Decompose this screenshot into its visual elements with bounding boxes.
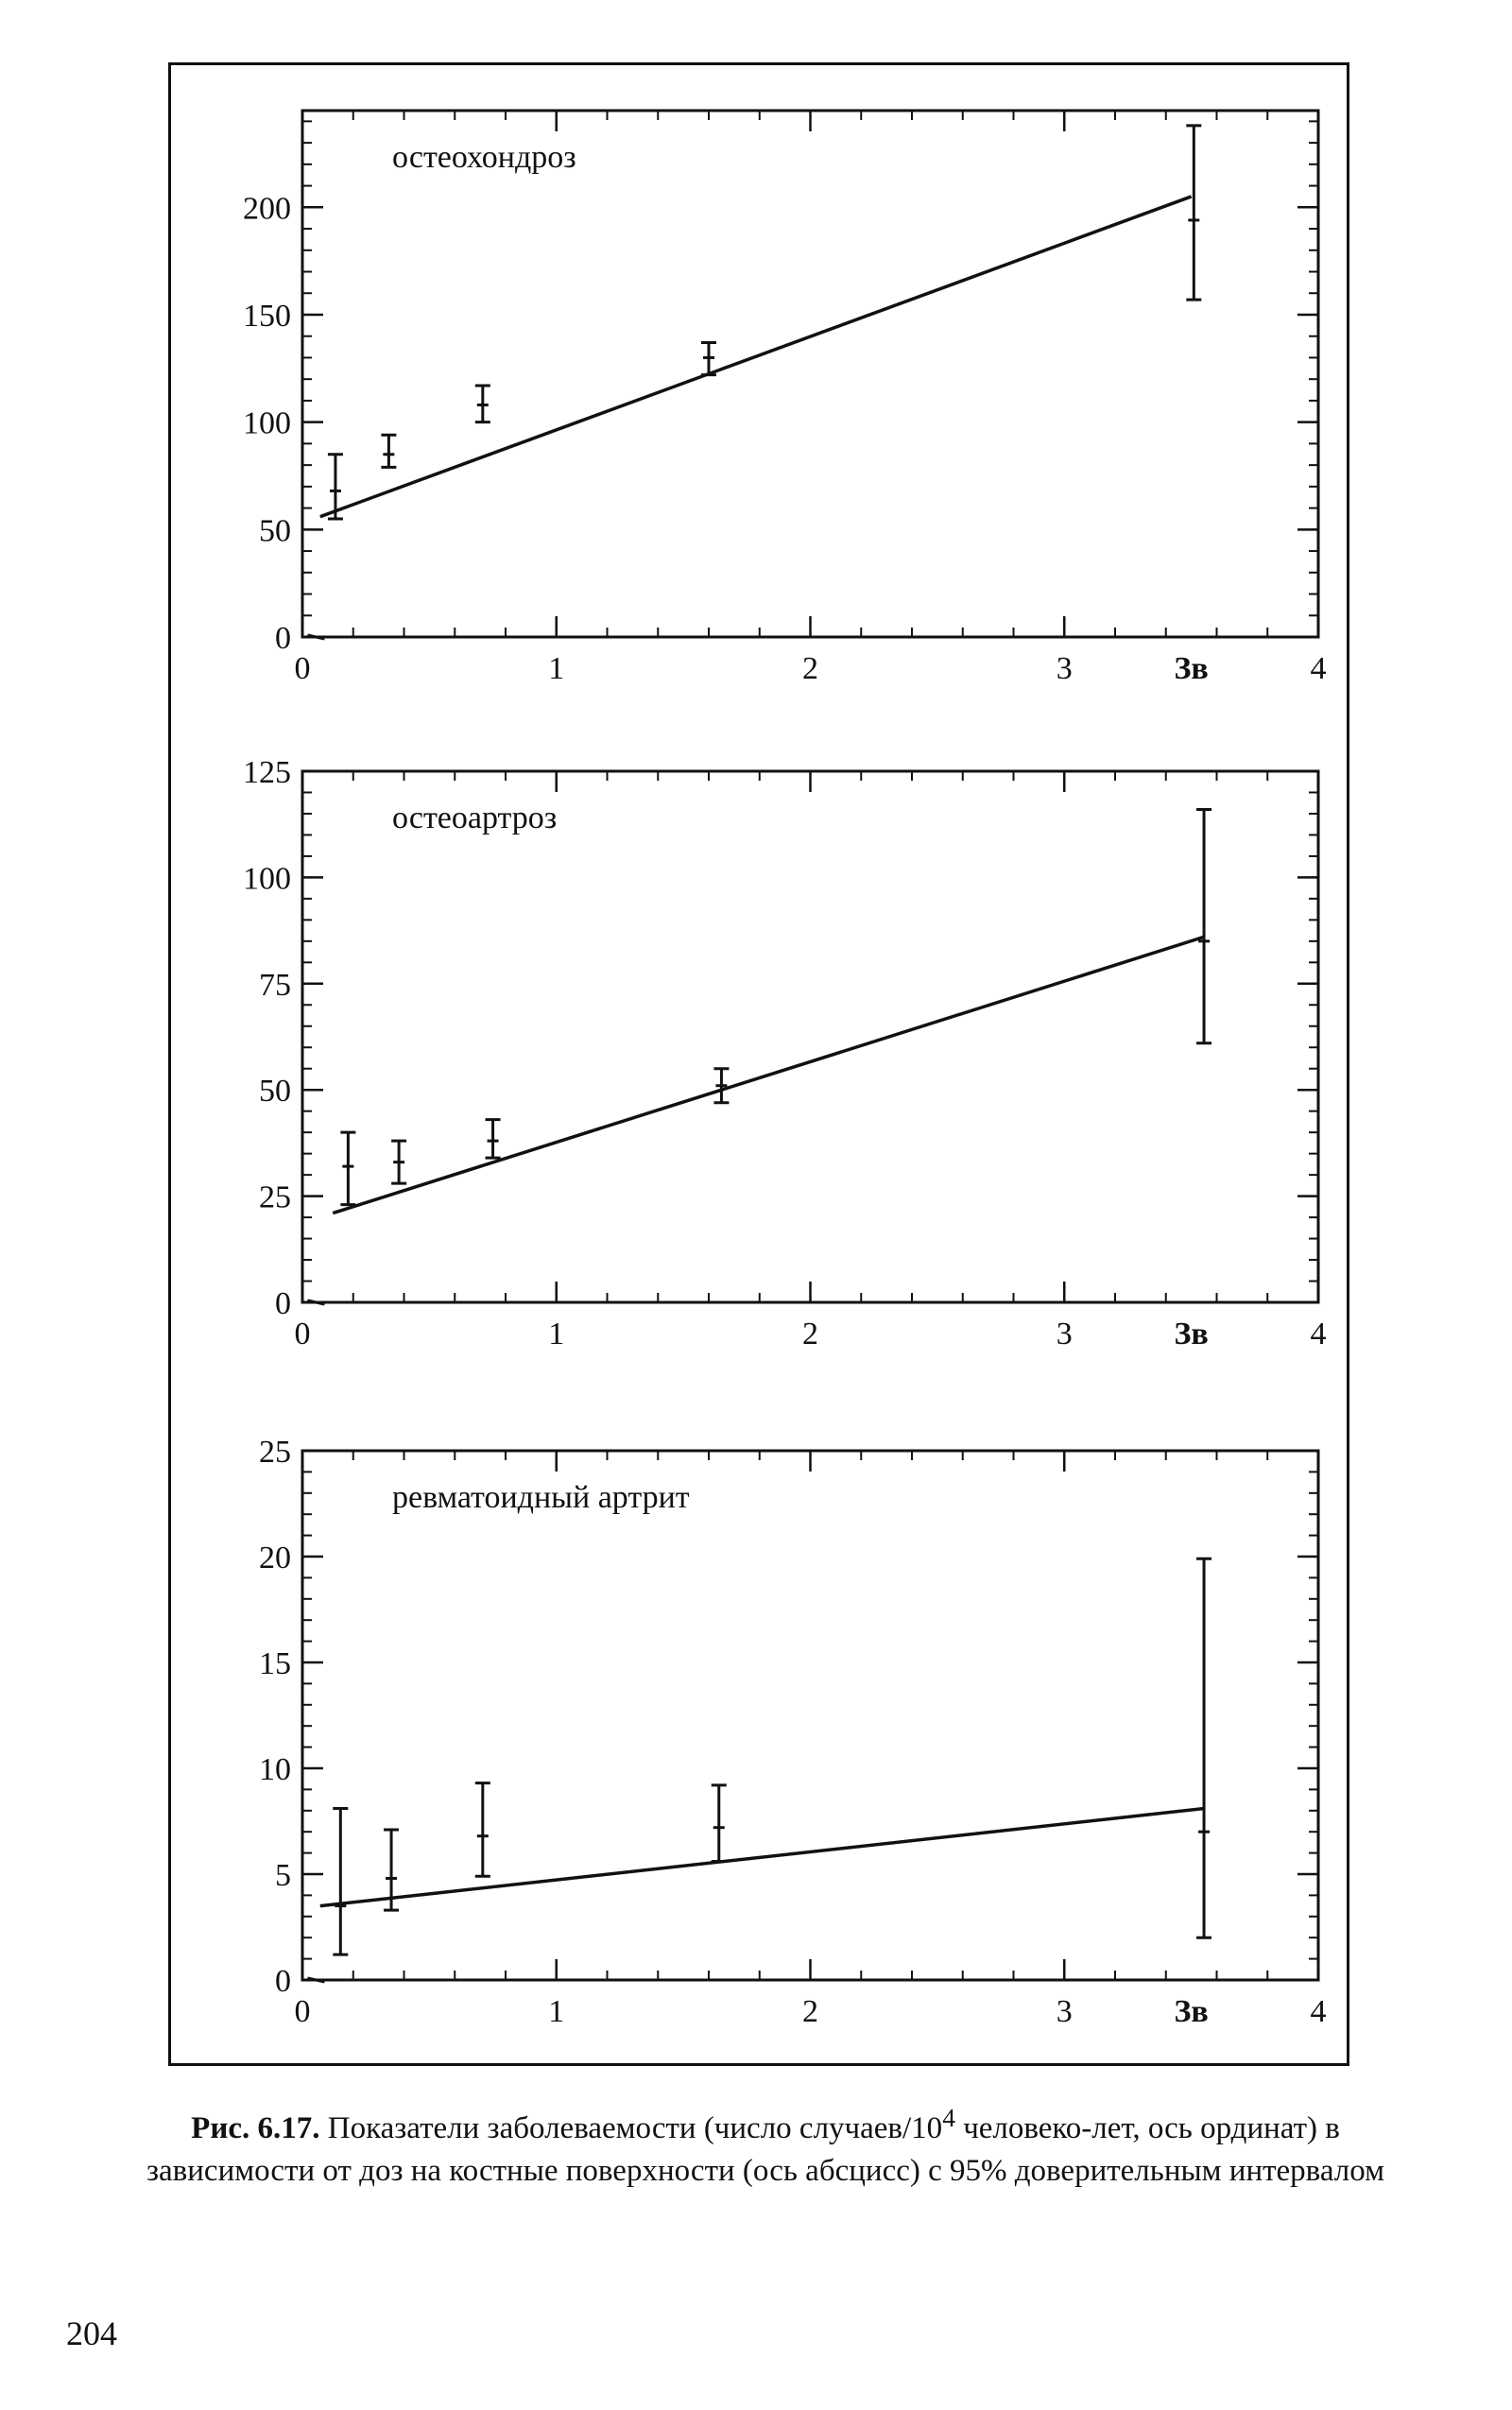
panel-title: ревматоидный артрит [392, 1480, 690, 1515]
data-point [475, 386, 490, 422]
chart-panel-2 [243, 755, 1327, 1351]
plot-area-frame [302, 111, 1318, 637]
data-point [713, 1069, 729, 1103]
data-point [1186, 126, 1201, 300]
figure-caption [113, 2100, 1418, 2193]
data-point [486, 1120, 501, 1158]
data-point [701, 343, 716, 375]
data-point [1196, 809, 1211, 1042]
x-tick-label: 0 [294, 651, 311, 686]
y-tick-label: 25 [259, 1179, 291, 1215]
y-tick-label: 100 [243, 405, 291, 441]
data-point [381, 435, 396, 467]
y-tick-label: 0 [275, 1964, 291, 1999]
page-number: 204 [66, 2315, 117, 2352]
data-point [475, 1783, 490, 1877]
plot-area-frame [302, 771, 1318, 1302]
y-tick-label: 100 [243, 861, 291, 897]
y-tick-label: 50 [259, 513, 291, 549]
x-tick-label: 2 [802, 1317, 818, 1351]
y-tick-label: 10 [259, 1752, 291, 1787]
panel-title: остеоартроз [392, 800, 558, 835]
data-point [391, 1141, 406, 1183]
data-point [712, 1785, 727, 1862]
y-tick-label: 0 [275, 621, 291, 656]
y-tick-label: 150 [243, 298, 291, 334]
caption-label: Рис. 6.17. [191, 2111, 320, 2145]
y-tick-label: 125 [243, 755, 291, 790]
x-tick-label: 3 [1056, 1317, 1073, 1351]
y-tick-label: 25 [259, 1435, 291, 1470]
x-tick-label: 4 [1310, 651, 1327, 686]
y-tick-label: 20 [259, 1541, 291, 1575]
caption-text-2: человеко-лет, ось ординат) в зависимости от доз на костные поверхности (ось абсцисс) с 95% доверительным интервалом [146, 2111, 1384, 2188]
y-tick-label: 5 [275, 1858, 291, 1893]
chart-panel-1 [243, 111, 1327, 686]
data-point [333, 1809, 348, 1955]
x-tick-label: 2 [802, 1994, 818, 2029]
x-tick-label: 3 [1056, 1994, 1073, 2029]
y-tick-label: 50 [259, 1074, 291, 1110]
x-tick-label: 1 [548, 651, 565, 686]
regression-line [320, 197, 1192, 517]
x-tick-label: 3 [1056, 651, 1073, 686]
x-tick-label: 1 [548, 1317, 565, 1351]
caption-text-1: Показатели заболеваемости (число случаев/10 [319, 2111, 943, 2145]
regression-line [333, 937, 1204, 1213]
x-tick-label: Зв [1174, 1994, 1209, 2029]
x-tick-label: 2 [802, 651, 818, 686]
panel-title: остеохондроз [392, 140, 576, 175]
y-tick-label: 0 [275, 1286, 291, 1321]
y-tick-label: 15 [259, 1646, 291, 1681]
x-tick-label: 1 [548, 1994, 565, 2029]
y-tick-label: 200 [243, 191, 291, 227]
x-tick-label: 4 [1310, 1317, 1327, 1351]
x-tick-label: 4 [1310, 1994, 1327, 2029]
y-tick-label: 75 [259, 967, 291, 1003]
caption-superscript: 4 [942, 2103, 955, 2132]
regression-line [320, 1809, 1204, 1906]
data-point [340, 1132, 355, 1204]
x-tick-label: 0 [294, 1317, 311, 1351]
x-tick-label: Зв [1174, 1317, 1209, 1351]
x-tick-label: Зв [1174, 651, 1209, 686]
plot-area-frame [302, 1451, 1318, 1980]
data-point [1196, 1558, 1211, 1937]
chart-panel-3 [259, 1435, 1327, 2029]
x-tick-label: 0 [294, 1994, 311, 2029]
